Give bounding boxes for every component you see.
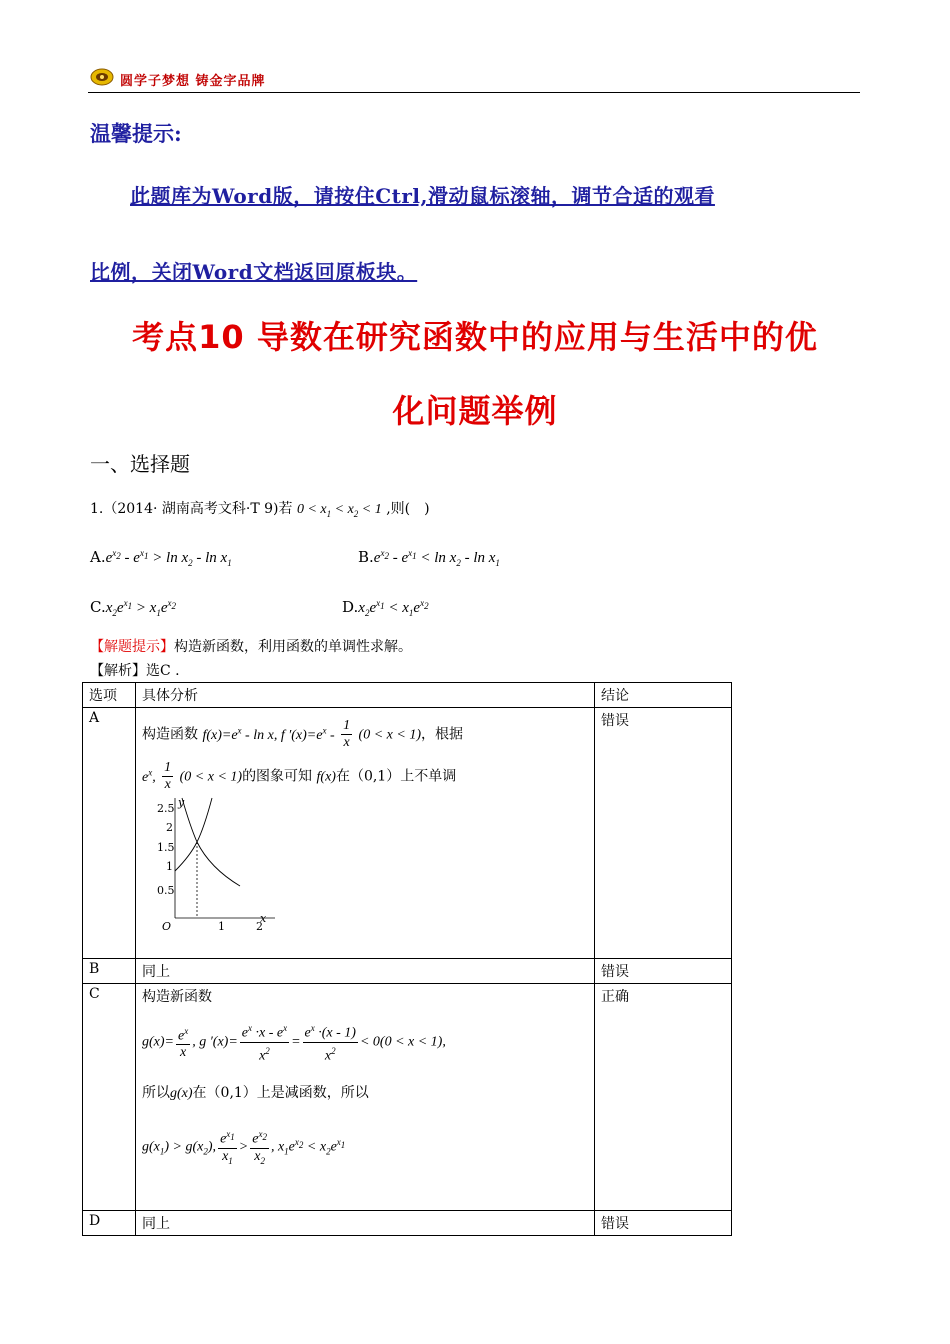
- graph-y-tick: 1: [166, 860, 173, 873]
- tip-line-1[interactable]: 此题库为Word版，请按住Ctrl,滑动鼠标滚轴，调节合适的观看: [130, 184, 715, 208]
- row-analysis: 同上: [136, 1211, 595, 1236]
- row-conclusion: 错误: [595, 959, 732, 984]
- solution-answer: [90, 660, 180, 680]
- graph-y-tick: 0.5: [157, 884, 175, 897]
- question-condition: $0 < x_1 < x_2 < 1$: [296, 502, 382, 519]
- row-analysis: 构造新函数 g(x)= $\frac{e^x}{x}$ , g ′(x)= $\frac{e^x \cdot x - e^x}{x^2}$ = $\frac{e^x \cdot(x - 1)}{x^2}$ < 0(0 < x < 1), 所以g(x)在（0,1）上是减函数，所以 $g(x_1) > g(x_2)$, $\frac{e^{x_1}}{x_1}$ > $\frac{e^{x_2}}{x_2}$ , $x_1e^{x_2} < x_2e^{x_1}$: [136, 984, 595, 1211]
- graph-y-label: y: [178, 796, 185, 809]
- brand-logo-icon: [90, 66, 114, 88]
- option-c: $C.x_2e^{x_1} > x_1e^{x_2}$: [90, 598, 177, 618]
- graph-y-tick: 1.5: [157, 841, 175, 854]
- option-d: $D.x_2e^{x_1} < x_1e^{x_2}$: [342, 598, 429, 618]
- graph-origin: O: [162, 920, 172, 933]
- table-row: [83, 984, 732, 1211]
- brand-slogan: 圆学子梦想 铸金字品牌: [120, 74, 266, 89]
- row-analysis: 同上: [136, 959, 595, 984]
- row-conclusion: 错误: [595, 1211, 732, 1236]
- option-d-label: D.: [342, 598, 359, 616]
- analysis-text: 在（0,1）上不单调: [335, 768, 457, 785]
- table-row: [83, 959, 732, 984]
- page-title-line-1: 考点10 导数在研究函数中的应用与生活中的优: [132, 318, 818, 356]
- solution-hint: [90, 636, 412, 656]
- analysis-text: 的图象可知: [242, 768, 313, 785]
- analysis-text: 构造函数: [142, 726, 198, 743]
- question-prefix: 1.（2014· 湖南高考文科·T 9)若: [90, 501, 293, 517]
- option-a-label: A.: [90, 548, 106, 566]
- row-option: C: [83, 984, 136, 1211]
- row-option: A: [83, 708, 136, 959]
- table-header-row: [83, 683, 732, 708]
- analysis-table: [82, 682, 732, 1236]
- function-graph: [140, 796, 280, 936]
- hint-tag: 【解题提示】: [90, 639, 174, 655]
- question-stem: [90, 498, 430, 519]
- row-conclusion: 正确: [595, 984, 732, 1211]
- header-analysis: 具体分析: [136, 683, 595, 708]
- analysis-text: 构造新函数: [142, 989, 212, 1005]
- row-analysis: 构造函数 $f(x)=e^x - \ln x$, f $'(x)=e^x$ - $\frac{1}{x}$ (0 < x < 1)，根据 $e^x$, $\frac{1}{x}$ (0 < x < 1)的图象可知 f(x)在（0,1）上不单调 x y O 0.5 1 1.5 2 2.5 1 2: [136, 708, 595, 959]
- tip-title: 温馨提示:: [90, 121, 182, 146]
- option-c-label: C.: [90, 598, 106, 616]
- graph-y-tick: 2: [166, 821, 173, 834]
- question-suffix: ,则( ): [386, 501, 430, 517]
- page-title-line-2: 化问题举例: [392, 392, 558, 430]
- row-conclusion: 错误: [595, 708, 732, 959]
- analysis-text: 所以: [142, 1085, 170, 1101]
- hint-text: 构造新函数，利用函数的单调性求解。: [174, 639, 412, 655]
- header-conclusion: 结论: [595, 683, 732, 708]
- option-a: $A.e^{x_2} - e^{x_1} > \ln x_2 - \ln x_1$: [90, 548, 232, 568]
- analysis-text: ，根据: [420, 726, 463, 743]
- row-option: D: [83, 1211, 136, 1236]
- analysis-text: 在（0,1）上是减函数，所以: [192, 1085, 369, 1101]
- header-divider: [88, 92, 860, 93]
- answer-text: 选C .: [146, 663, 180, 679]
- header-option: 选项: [83, 683, 136, 708]
- graph-x-tick: 1: [218, 920, 225, 933]
- tip-line-2[interactable]: 比例，关闭Word文档返回原板块。: [90, 260, 418, 284]
- answer-tag: 【解析】: [90, 663, 146, 679]
- graph-x-tick: 2: [256, 920, 263, 933]
- section-heading: 一、选择题: [90, 452, 190, 476]
- graph-y-tick: 2.5: [157, 802, 175, 815]
- graph-x-label: x: [260, 912, 267, 925]
- option-b: $B.e^{x_2} - e^{x_1} < \ln x_2 - \ln x_1$: [358, 548, 500, 568]
- table-row: [83, 708, 732, 959]
- table-row: [83, 1211, 732, 1236]
- row-option: B: [83, 959, 136, 984]
- option-b-label: B.: [358, 548, 374, 566]
